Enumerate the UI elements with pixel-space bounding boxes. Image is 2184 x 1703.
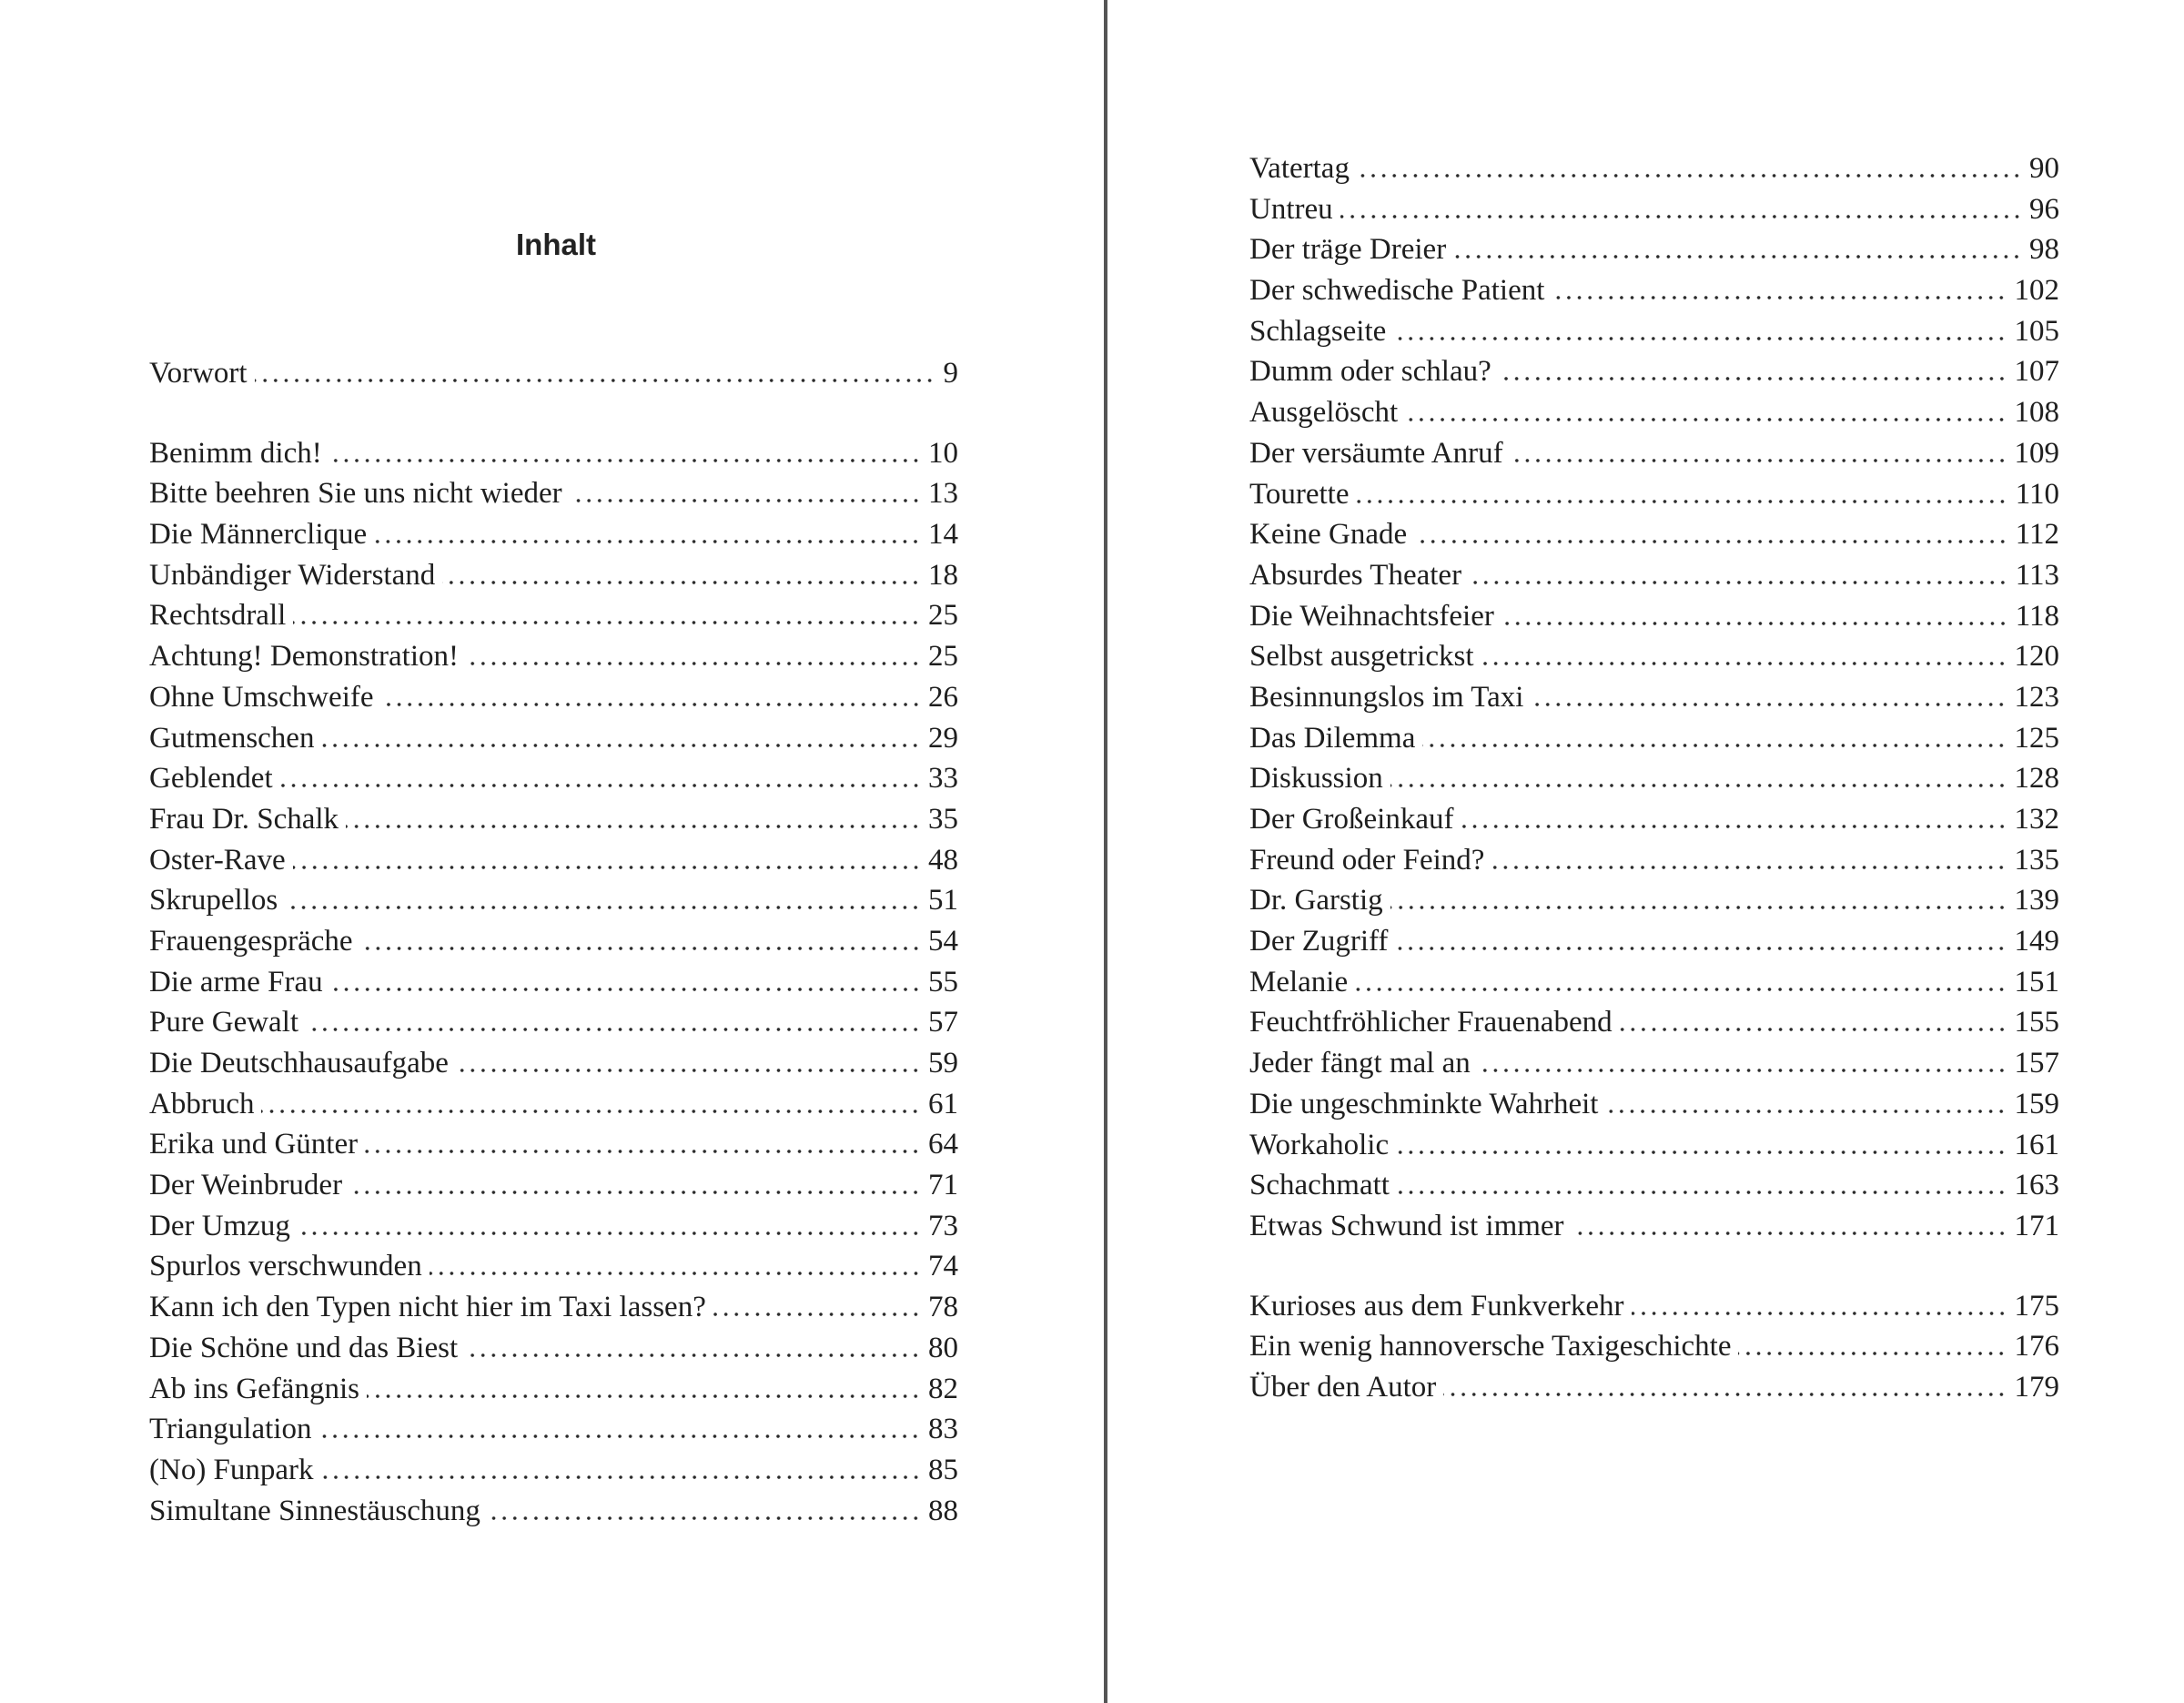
dot-leader (1481, 662, 2007, 665)
entry-title: Etwas Schwund ist immer (1249, 1209, 1564, 1242)
entry-page-number: 25 (928, 599, 958, 633)
dot-leader (570, 499, 921, 502)
dot-leader (1357, 174, 2022, 177)
dot-leader (456, 1069, 921, 1072)
entry-page-number: 110 (2015, 477, 2059, 511)
entry-page-number: 26 (928, 680, 958, 714)
entry-page-number: 112 (2015, 518, 2059, 552)
toc-entry (1249, 433, 2059, 474)
toc-entry (1249, 962, 2059, 1003)
entry-page-number: 139 (2014, 884, 2059, 917)
dot-leader (255, 379, 935, 382)
toc-entry (149, 962, 958, 1003)
dot-leader (1572, 1232, 2007, 1235)
toc-entry (1249, 392, 2059, 433)
entry-title: Der Zugriff (1249, 925, 1389, 958)
entry-page-number: 107 (2014, 355, 2059, 389)
toc-entry (149, 840, 958, 881)
dot-leader (430, 1272, 921, 1275)
toc-entry (1249, 840, 2059, 881)
entry-page-number: 175 (2014, 1289, 2059, 1323)
dot-leader (1531, 703, 2007, 706)
toc-entry (149, 433, 958, 474)
dot-leader (349, 1191, 921, 1194)
entry-title: Unbändiger Widerstand (149, 558, 436, 592)
entry-page-number: 35 (928, 802, 958, 836)
entry-page-number: 159 (2014, 1087, 2059, 1120)
dot-leader (1390, 784, 2007, 787)
entry-title: Benimm dich! (149, 436, 322, 470)
toc-entry (149, 1369, 958, 1410)
entry-page-number: 88 (928, 1494, 958, 1527)
toc-entry (1249, 474, 2059, 515)
dot-leader (1461, 825, 2007, 828)
entry-title: Jeder fängt mal an (1249, 1047, 1471, 1080)
toc-entry (1249, 1367, 2059, 1408)
dot-leader (1356, 500, 2007, 503)
entry-title: Selbst ausgetrickst (1249, 640, 1474, 674)
dot-leader (1443, 1393, 2007, 1396)
entry-title: Spurlos verschwunden (149, 1250, 422, 1283)
toc-entry (149, 1084, 958, 1125)
entry-title: Bitte beehren Sie uns nicht wieder (149, 477, 562, 511)
entry-page-number: 9 (943, 357, 958, 390)
toc-entry (1249, 555, 2059, 596)
entry-page-number: 108 (2014, 396, 2059, 430)
entry-title: Rechtsdrall (149, 599, 287, 633)
entry-page-number: 128 (2014, 762, 2059, 796)
entry-title: Das Dilemma (1249, 721, 1416, 755)
dot-leader (465, 1353, 921, 1357)
entry-page-number: 18 (928, 558, 958, 592)
toc-entry (149, 514, 958, 555)
dot-leader (1393, 337, 2007, 340)
entry-title: Kann ich den Typen nicht hier im Taxi lassen? (149, 1291, 706, 1324)
toc-entry (1249, 351, 2059, 392)
toc-entry (149, 636, 958, 677)
toc-entry (149, 1002, 958, 1043)
dot-leader (365, 1150, 921, 1153)
entry-page-number: 149 (2014, 925, 2059, 958)
toc-entry (1249, 1286, 2059, 1327)
entry-title: Vatertag (1249, 152, 1350, 185)
entry-title: Gutmenschen (149, 721, 315, 755)
entry-title: Schlagseite (1249, 314, 1387, 348)
entry-page-number: 29 (928, 721, 958, 755)
entry-page-number: 57 (928, 1006, 958, 1039)
entry-title: Oster-Rave (149, 843, 286, 877)
dot-leader (1605, 1110, 2007, 1113)
dot-leader (488, 1516, 921, 1520)
toc-entry (149, 1287, 958, 1328)
toc-entry (1249, 270, 2059, 311)
entry-page-number: 118 (2015, 599, 2059, 633)
toc-entry (149, 921, 958, 962)
toc-entry (1249, 1084, 2059, 1125)
entry-title: Über den Autor (1249, 1370, 1437, 1404)
dot-leader (1491, 866, 2007, 869)
entry-title: Melanie (1249, 965, 1349, 998)
entry-page-number: 80 (928, 1331, 958, 1364)
entry-page-number: 51 (928, 884, 958, 917)
entry-title: Diskussion (1249, 762, 1383, 796)
entry-page-number: 102 (2014, 274, 2059, 308)
toc-entry (1249, 1125, 2059, 1166)
page-gutter-divider (1104, 0, 1107, 1703)
entry-title: Ohne Umschweife (149, 680, 374, 714)
entry-page-number: 85 (928, 1453, 958, 1486)
entry-page-number: 123 (2014, 680, 2059, 714)
entry-title: Geblendet (149, 762, 273, 796)
entry-page-number: 59 (928, 1047, 958, 1080)
toc-entry (149, 718, 958, 759)
toc-entry (1249, 880, 2059, 921)
toc-entry (149, 1043, 958, 1084)
entry-title: Workaholic (1249, 1128, 1390, 1161)
entry-title: Absurdes Theater (1249, 558, 1462, 592)
page-title: Inhalt (516, 228, 596, 261)
entry-page-number: 74 (928, 1250, 958, 1283)
entry-page-number: 73 (928, 1209, 958, 1242)
entry-title: Der Weinbruder (149, 1169, 343, 1202)
entry-title: Abbruch (149, 1087, 255, 1120)
toc-entry (149, 1124, 958, 1165)
dot-leader (1552, 296, 2007, 299)
toc-entry (1249, 596, 2059, 637)
entry-title: Dr. Garstig (1249, 884, 1383, 917)
entry-title: Der Umzug (149, 1209, 290, 1242)
toc-entry (1249, 148, 2059, 189)
dot-leader (442, 581, 921, 584)
toc-entry (149, 1206, 958, 1247)
dot-leader (713, 1313, 921, 1316)
entry-title: Ein wenig hannoversche Taxigeschichte (1249, 1330, 1732, 1363)
entry-page-number: 113 (2015, 558, 2059, 592)
entry-title: Ab ins Gefängnis (149, 1372, 359, 1405)
dot-leader (381, 703, 921, 706)
toc-entry (1249, 1326, 2059, 1367)
entry-title: Die Deutschhausaufgabe (149, 1047, 449, 1080)
toc-entry (149, 1165, 958, 1206)
entry-title: Die Weihnachtsfeier (1249, 599, 1494, 633)
toc-entry (149, 758, 958, 799)
dot-leader (1469, 581, 2008, 584)
dot-leader (1620, 1028, 2007, 1031)
toc-entry (149, 1246, 958, 1287)
dot-leader (1390, 906, 2007, 909)
entry-page-number: 120 (2014, 640, 2059, 674)
entry-page-number: 64 (928, 1128, 958, 1161)
toc-entry (149, 1450, 958, 1491)
entry-page-number: 33 (928, 762, 958, 796)
entry-page-number: 132 (2014, 803, 2059, 836)
entry-page-number: 71 (928, 1169, 958, 1202)
dot-leader (1422, 744, 2007, 747)
entry-page-number: 151 (2014, 965, 2059, 998)
entry-page-number: 155 (2014, 1006, 2059, 1039)
toc-entry (1249, 1165, 2059, 1206)
entry-title: Die arme Frau (149, 965, 323, 998)
entry-title: Schachmatt (1249, 1169, 1390, 1202)
entry-title: Die Männerclique (149, 518, 368, 552)
toc-entry (149, 595, 958, 636)
toc-entry (1249, 1002, 2059, 1043)
entry-title: Der Großeinkauf (1249, 803, 1454, 836)
entry-page-number: 78 (928, 1291, 958, 1324)
group-spacer (1249, 1247, 2059, 1286)
dot-leader (306, 1028, 921, 1031)
entry-title: Die Schöne und das Biest (149, 1331, 459, 1364)
dot-leader (293, 621, 921, 624)
dot-leader (1478, 1069, 2007, 1072)
toc-entry (1249, 189, 2059, 230)
entry-title: Freund oder Feind? (1249, 843, 1485, 877)
toc-entry (149, 1328, 958, 1369)
dot-leader (466, 662, 921, 665)
dot-leader (1397, 1191, 2007, 1194)
entry-page-number: 125 (2014, 721, 2059, 755)
dot-leader (374, 540, 921, 543)
dot-leader (1511, 459, 2007, 462)
entry-page-number: 163 (2014, 1169, 2059, 1202)
dot-leader (1738, 1352, 2007, 1355)
toc-entry (149, 1409, 958, 1450)
entry-title: Der schwedische Patient (1249, 274, 1545, 308)
toc-entry (149, 555, 958, 596)
dot-leader (1632, 1312, 2007, 1315)
entry-page-number: 135 (2014, 843, 2059, 877)
entry-page-number: 176 (2014, 1330, 2059, 1363)
dot-leader (330, 988, 921, 991)
dot-leader (1414, 540, 2008, 543)
dot-leader (1355, 988, 2007, 991)
toc-entry (149, 353, 958, 394)
entry-title: Tourette (1249, 477, 1350, 511)
entry-title: Feuchtfröhlicher Frauenabend (1249, 1006, 1613, 1039)
entry-title: Triangulation (149, 1413, 312, 1446)
entry-page-number: 96 (2029, 192, 2059, 226)
dot-leader (1502, 622, 2008, 625)
right-page (1108, 0, 2184, 1703)
toc-left (149, 353, 958, 1531)
toc-entry (1249, 229, 2059, 270)
dot-leader (318, 1434, 921, 1438)
entry-title: Pure Gewalt (149, 1006, 299, 1039)
toc-entry (1249, 514, 2059, 555)
entry-page-number: 48 (928, 843, 958, 877)
dot-leader (321, 744, 921, 747)
toc-entry (1249, 921, 2059, 962)
entry-title: Die ungeschminkte Wahrheit (1249, 1087, 1599, 1120)
toc-entry (1249, 311, 2059, 352)
toc-entry (1249, 758, 2059, 799)
entry-page-number: 82 (928, 1372, 958, 1405)
toc-right (1249, 148, 2059, 1408)
entry-title: Simultane Sinnestäuschung (149, 1494, 480, 1527)
toc-entry (1249, 1206, 2059, 1247)
dot-leader (1499, 377, 2007, 380)
dot-leader (293, 866, 921, 869)
entry-title: Ausgelöscht (1249, 396, 1399, 430)
entry-page-number: 109 (2014, 436, 2059, 470)
toc-entry (149, 880, 958, 921)
entry-title: Vorwort (149, 357, 248, 390)
dot-leader (1405, 418, 2007, 421)
entry-page-number: 61 (928, 1087, 958, 1120)
entry-title: Keine Gnade (1249, 518, 1408, 552)
entry-page-number: 90 (2029, 152, 2059, 185)
toc-entry (149, 677, 958, 718)
entry-title: Achtung! Demonstration! (149, 640, 460, 674)
entry-title: Kurioses aus dem Funkverkehr (1249, 1289, 1624, 1323)
entry-page-number: 13 (928, 477, 958, 511)
toc-entry (149, 473, 958, 514)
dot-leader (1396, 1151, 2007, 1154)
group-spacer (149, 394, 958, 433)
toc-entry (1249, 677, 2059, 718)
dot-leader (298, 1232, 921, 1235)
dot-leader (346, 825, 921, 828)
toc-entry (1249, 799, 2059, 840)
dot-leader (1453, 255, 2022, 258)
entry-title: Frauengespräche (149, 924, 353, 958)
dot-leader (321, 1475, 921, 1479)
entry-page-number: 25 (928, 640, 958, 674)
entry-title: Untreu (1249, 192, 1333, 226)
entry-page-number: 10 (928, 436, 958, 470)
toc-entry (149, 799, 958, 840)
entry-page-number: 98 (2029, 233, 2059, 267)
dot-leader (280, 784, 921, 787)
entry-title: (No) Funpark (149, 1453, 314, 1486)
entry-title: Erika und Günter (149, 1128, 359, 1161)
dot-leader (1395, 947, 2007, 950)
dot-leader (285, 906, 921, 909)
entry-title: Der träge Dreier (1249, 233, 1447, 267)
toc-entry (1249, 718, 2059, 759)
entry-page-number: 14 (928, 518, 958, 552)
entry-page-number: 55 (928, 965, 958, 998)
entry-page-number: 161 (2014, 1128, 2059, 1161)
toc-entry (1249, 1043, 2059, 1084)
entry-page-number: 83 (928, 1413, 958, 1446)
entry-title: Besinnungslos im Taxi (1249, 680, 1524, 714)
entry-title: Skrupellos (149, 884, 278, 917)
entry-title: Dumm oder schlau? (1249, 355, 1491, 389)
entry-page-number: 105 (2014, 314, 2059, 348)
entry-page-number: 157 (2014, 1047, 2059, 1080)
dot-leader (360, 947, 921, 950)
toc-entry (149, 1491, 958, 1532)
entry-title: Frau Dr. Schalk (149, 802, 339, 836)
dot-leader (367, 1394, 921, 1398)
dot-leader (329, 459, 921, 462)
entry-page-number: 54 (928, 924, 958, 958)
dot-leader (1340, 215, 2022, 218)
dot-leader (261, 1110, 921, 1113)
entry-page-number: 171 (2014, 1209, 2059, 1242)
entry-page-number: 179 (2014, 1370, 2059, 1404)
toc-entry (1249, 636, 2059, 677)
entry-title: Der versäumte Anruf (1249, 436, 1503, 470)
